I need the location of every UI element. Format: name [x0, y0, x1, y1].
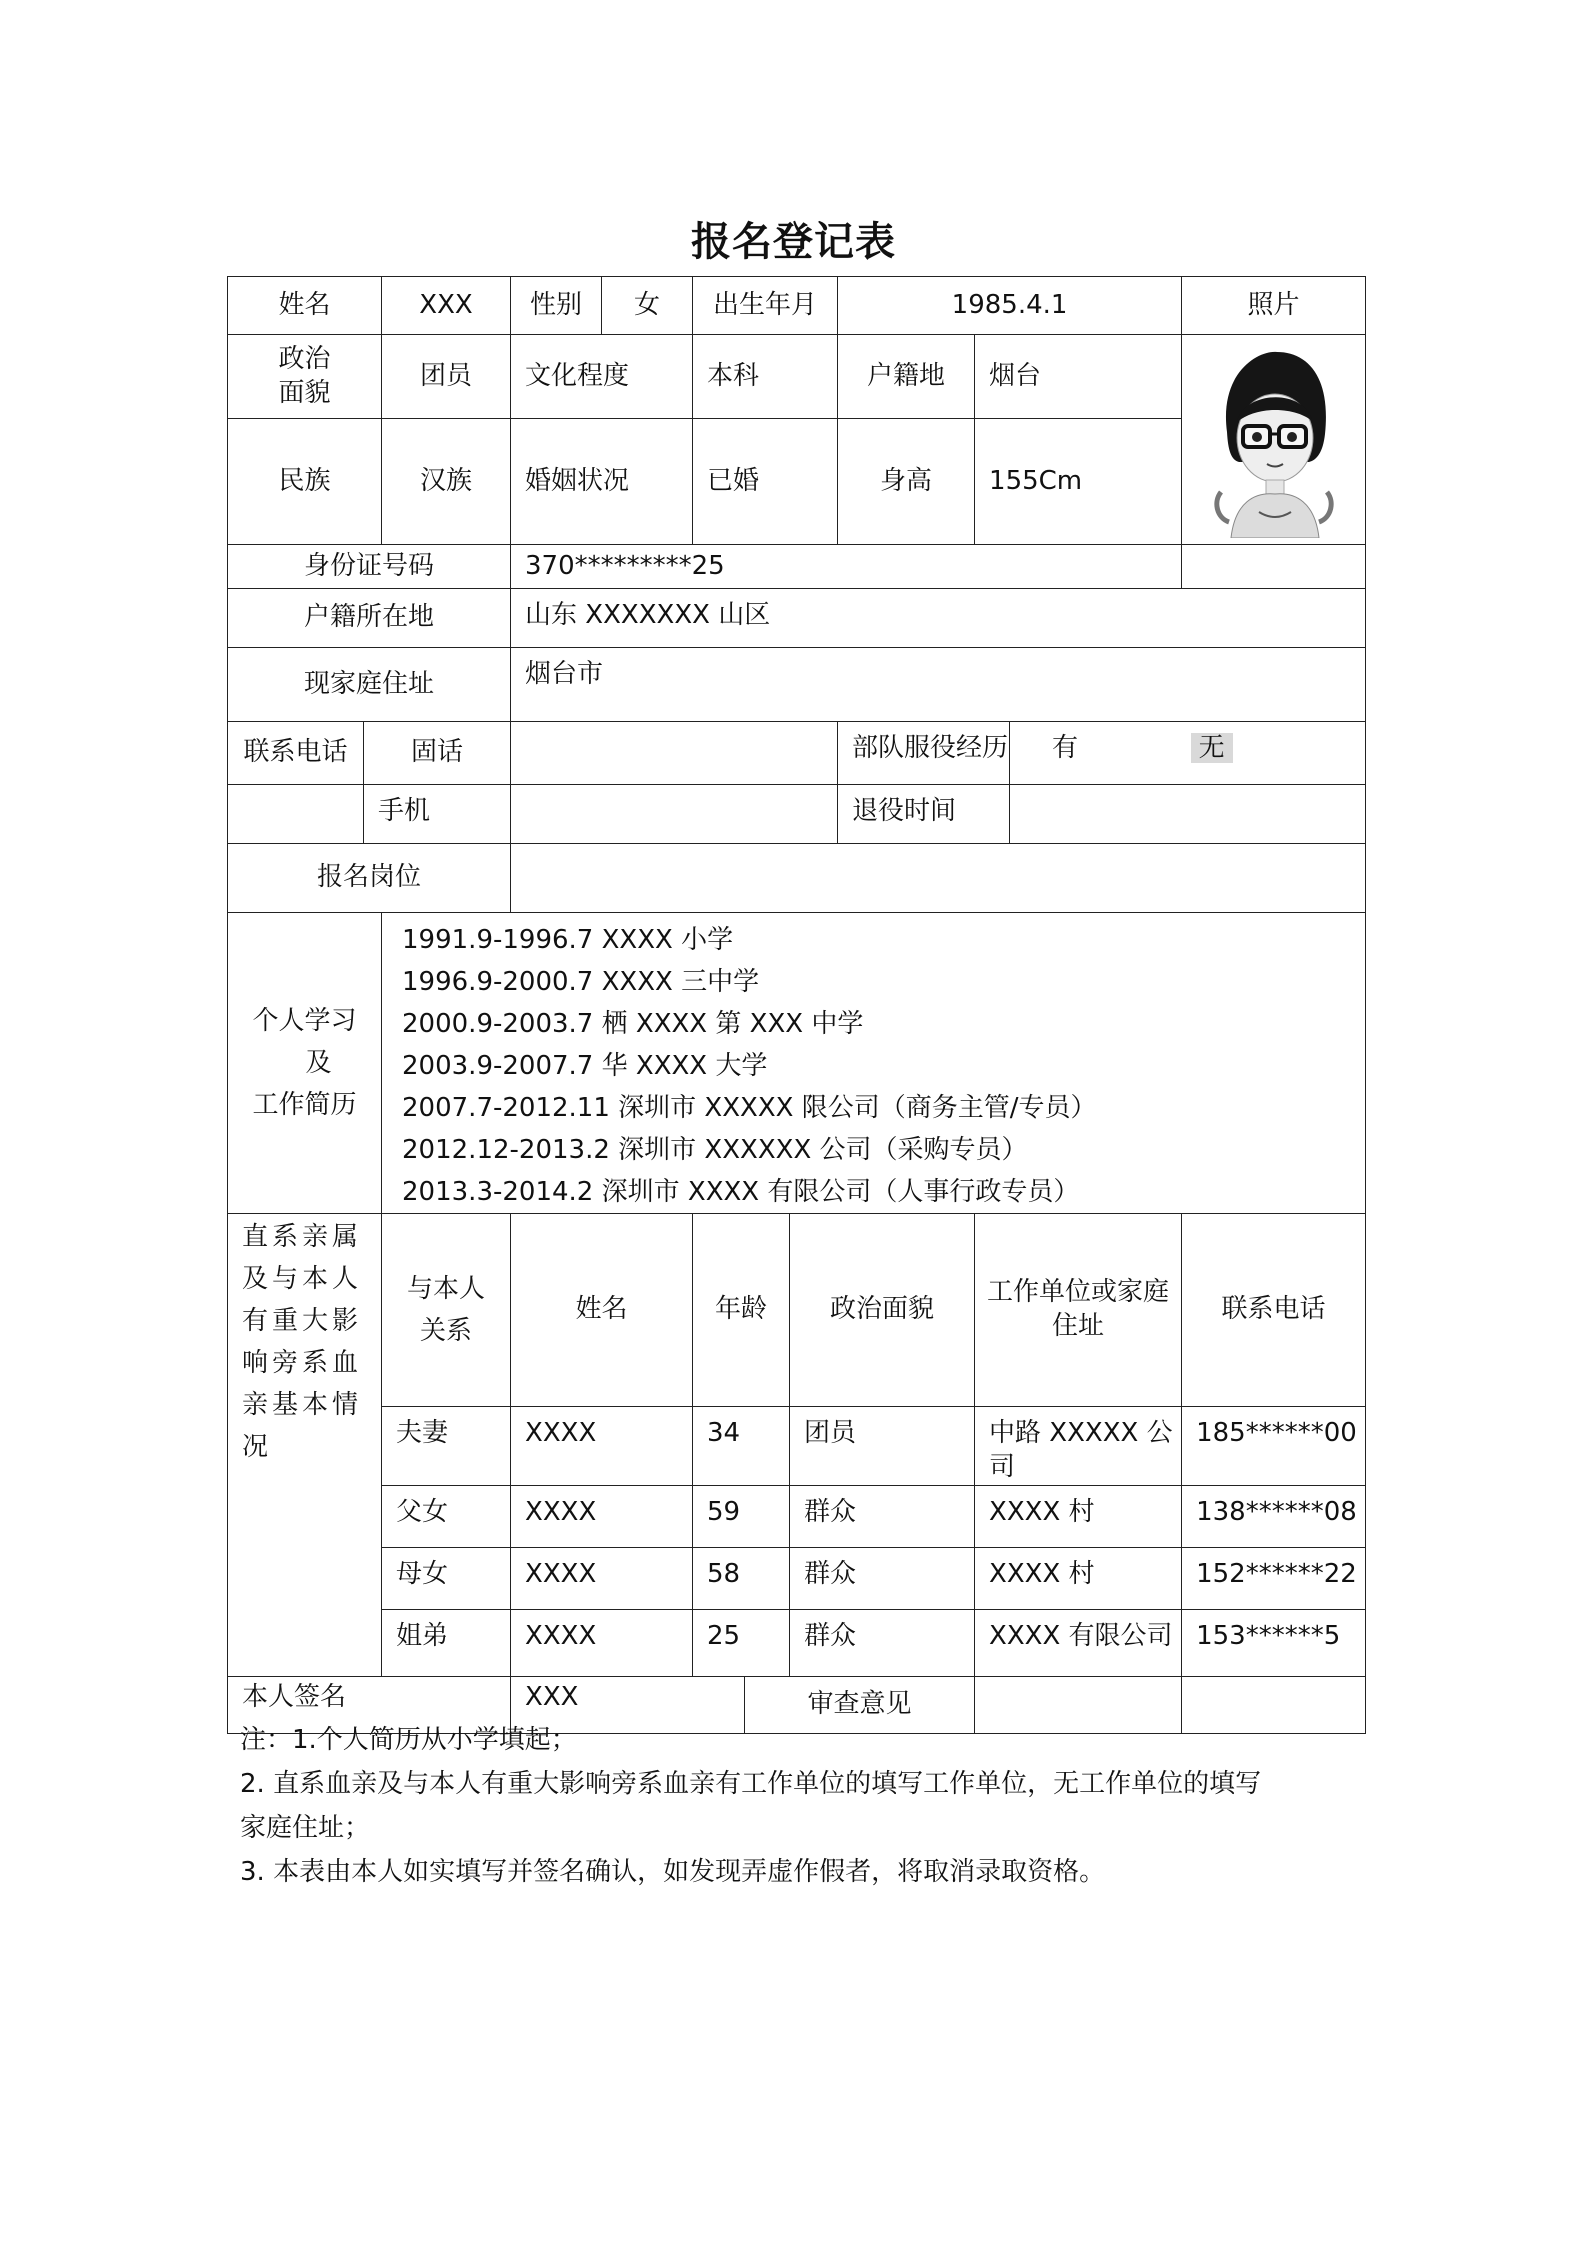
military-options [1010, 722, 1366, 785]
birth-value[interactable]: 1985.4.1 [838, 277, 1182, 335]
family-age[interactable]: 34 [693, 1407, 790, 1486]
height-label: 身高 [838, 419, 975, 545]
resume-line: 1996.9-2000.7 XXXX 三中学 [402, 967, 760, 997]
family-work[interactable]: XXXX 村 [975, 1547, 1182, 1609]
family-age[interactable]: 58 [693, 1547, 790, 1609]
marital-value[interactable]: 已婚 [693, 419, 838, 545]
family-header-politics: 政治面貌 [790, 1214, 975, 1407]
family-header-relation [382, 1214, 511, 1407]
ethnicity-label: 民族 [228, 419, 382, 545]
review-label: 审查意见 [745, 1676, 975, 1733]
mobile-label: 手机 [364, 785, 511, 844]
military-label: 部队服役经历 [838, 722, 1010, 785]
family-phone[interactable]: 153******5 [1182, 1609, 1366, 1676]
politics-label-line-2: 面貌 [278, 377, 331, 408]
family-header-row [228, 1214, 1366, 1407]
discharge-label: 退役时间 [838, 785, 1010, 844]
politics-label [228, 335, 382, 419]
signature-value[interactable]: XXX [511, 1676, 745, 1733]
family-relation[interactable]: 夫妻 [382, 1407, 511, 1486]
hukou-address-value[interactable]: 山东 XXXXXXX 山区 [511, 589, 1366, 648]
family-politics[interactable]: 群众 [790, 1485, 975, 1547]
family-label-line: 响旁系血 [242, 1348, 363, 1378]
politics-value[interactable]: 团员 [382, 335, 511, 419]
military-option-no[interactable]: 无 [1191, 733, 1233, 763]
family-work[interactable]: XXXX 有限公司 [975, 1609, 1182, 1676]
position-row [228, 844, 1366, 913]
resume-line: 2003.9-2007.7 华 XXXX 大学 [402, 1051, 768, 1081]
contact-label: 联系电话 [228, 722, 364, 785]
family-label-line: 直系亲属 [242, 1222, 363, 1252]
gender-value[interactable]: 女 [602, 277, 693, 335]
photo-label: 照片 [1182, 277, 1366, 335]
hukou-label: 户籍地 [838, 335, 975, 419]
resume-label-line-3: 工作简历 [252, 1090, 357, 1120]
note-line: 家庭住址； [240, 1813, 371, 1843]
contact-blank-cell [228, 785, 364, 844]
resume-label [228, 913, 382, 1214]
family-relation[interactable]: 父女 [382, 1485, 511, 1547]
family-name[interactable]: XXXX [511, 1609, 693, 1676]
family-label-line: 有重大影 [242, 1306, 363, 1336]
education-value[interactable]: 本科 [693, 335, 838, 419]
family-politics[interactable]: 群众 [790, 1547, 975, 1609]
notes [240, 1718, 1370, 1894]
resume-label-line-2: 及 [305, 1048, 332, 1078]
politics-label-line-1: 政治 [278, 343, 331, 374]
hukou-value[interactable]: 烟台 [975, 335, 1182, 419]
resume-line: 2007.7-2012.11 深圳市 XXXXX 限公司（商务主管/专员） [402, 1093, 1097, 1123]
birth-label: 出生年月 [693, 277, 838, 335]
resume-row [228, 913, 1366, 1214]
landline-label: 固话 [364, 722, 511, 785]
note-line: 3. 本表由本人如实填写并签名确认，如发现弄虚作假者，将取消录取资格。 [240, 1857, 1106, 1887]
family-politics[interactable]: 团员 [790, 1407, 975, 1486]
hukou-address-row [228, 589, 1366, 648]
family-phone[interactable]: 138******08 [1182, 1485, 1366, 1547]
note-line: 2. 直系血亲及与本人有重大影响旁系血亲有工作单位的填写工作单位，无工作单位的填写 [240, 1769, 1262, 1799]
family-header-name: 姓名 [511, 1214, 693, 1407]
home-address-row [228, 648, 1366, 722]
basic-info-row-1 [228, 277, 1366, 335]
family-name[interactable]: XXXX [511, 1547, 693, 1609]
family-label [228, 1214, 382, 1677]
height-value[interactable]: 155Cm [975, 419, 1182, 545]
position-label: 报名岗位 [228, 844, 511, 913]
resume-line: 2013.3-2014.2 深圳市 XXXX 有限公司（人事行政专员） [402, 1177, 1080, 1207]
resume-line: 1991.9-1996.7 XXXX 小学 [402, 925, 734, 955]
family-header-phone: 联系电话 [1182, 1214, 1366, 1407]
id-row [228, 545, 1366, 589]
family-header-relation-line-2: 关系 [420, 1316, 473, 1346]
id-label: 身份证号码 [228, 545, 511, 589]
family-politics[interactable]: 群众 [790, 1609, 975, 1676]
hukou-address-label: 户籍所在地 [228, 589, 511, 648]
military-option-yes[interactable]: 有 [1052, 733, 1079, 763]
family-age[interactable]: 59 [693, 1485, 790, 1547]
family-member-row [228, 1407, 1366, 1486]
family-label-line: 及与本人 [242, 1264, 363, 1294]
resume-content[interactable] [382, 913, 1366, 1214]
family-work[interactable]: XXXX 村 [975, 1485, 1182, 1547]
resume-line: 2000.9-2003.7 栖 XXXX 第 XXX 中学 [402, 1009, 864, 1039]
id-value[interactable]: 370*********25 [511, 545, 1182, 589]
note-line: 注：1.个人简历从小学填起； [240, 1725, 577, 1755]
signature-label: 本人签名 [228, 1676, 511, 1733]
name-label: 姓名 [228, 277, 382, 335]
page-title: 报名登记表 [691, 219, 896, 265]
family-name[interactable]: XXXX [511, 1407, 693, 1486]
id-blank-cell [1182, 545, 1366, 589]
contact-landline-row [228, 722, 1366, 785]
discharge-value[interactable] [1010, 785, 1366, 844]
landline-value[interactable] [511, 722, 838, 785]
education-label: 文化程度 [511, 335, 693, 419]
family-label-line: 况 [242, 1432, 273, 1462]
mobile-value[interactable] [511, 785, 838, 844]
family-member-row [228, 1547, 1366, 1609]
family-relation[interactable]: 母女 [382, 1547, 511, 1609]
photo-cell [1182, 335, 1366, 545]
family-header-relation-line-1: 与本人 [407, 1274, 486, 1304]
marital-label: 婚姻状况 [511, 419, 693, 545]
gender-label: 性别 [511, 277, 602, 335]
name-value[interactable]: XXX [382, 277, 511, 335]
family-work[interactable]: 中路 XXXXX 公司 [975, 1407, 1182, 1486]
family-relation[interactable]: 姐弟 [382, 1609, 511, 1676]
registration-form-table [227, 276, 1366, 1734]
family-label-line: 亲基本情 [242, 1390, 363, 1420]
resume-label-line-1: 个人学习 [252, 1006, 357, 1036]
contact-mobile-row [228, 785, 1366, 844]
resume-line: 2012.12-2013.2 深圳市 XXXXXX 公司（采购专员） [402, 1135, 1028, 1165]
family-phone[interactable]: 152******22 [1182, 1547, 1366, 1609]
home-address-value[interactable]: 烟台市 [511, 648, 1366, 722]
family-member-row [228, 1609, 1366, 1676]
basic-info-row-2 [228, 335, 1366, 419]
family-age[interactable]: 25 [693, 1609, 790, 1676]
family-header-age: 年龄 [693, 1214, 790, 1407]
family-name[interactable]: XXXX [511, 1485, 693, 1547]
home-address-label: 现家庭住址 [228, 648, 511, 722]
family-member-row [228, 1485, 1366, 1547]
family-header-work: 工作单位或家庭住址 [975, 1214, 1182, 1407]
ethnicity-value[interactable]: 汉族 [382, 419, 511, 545]
family-phone[interactable]: 185******00 [1182, 1407, 1366, 1486]
portrait-photo [1199, 342, 1349, 538]
position-value[interactable] [511, 844, 1366, 913]
